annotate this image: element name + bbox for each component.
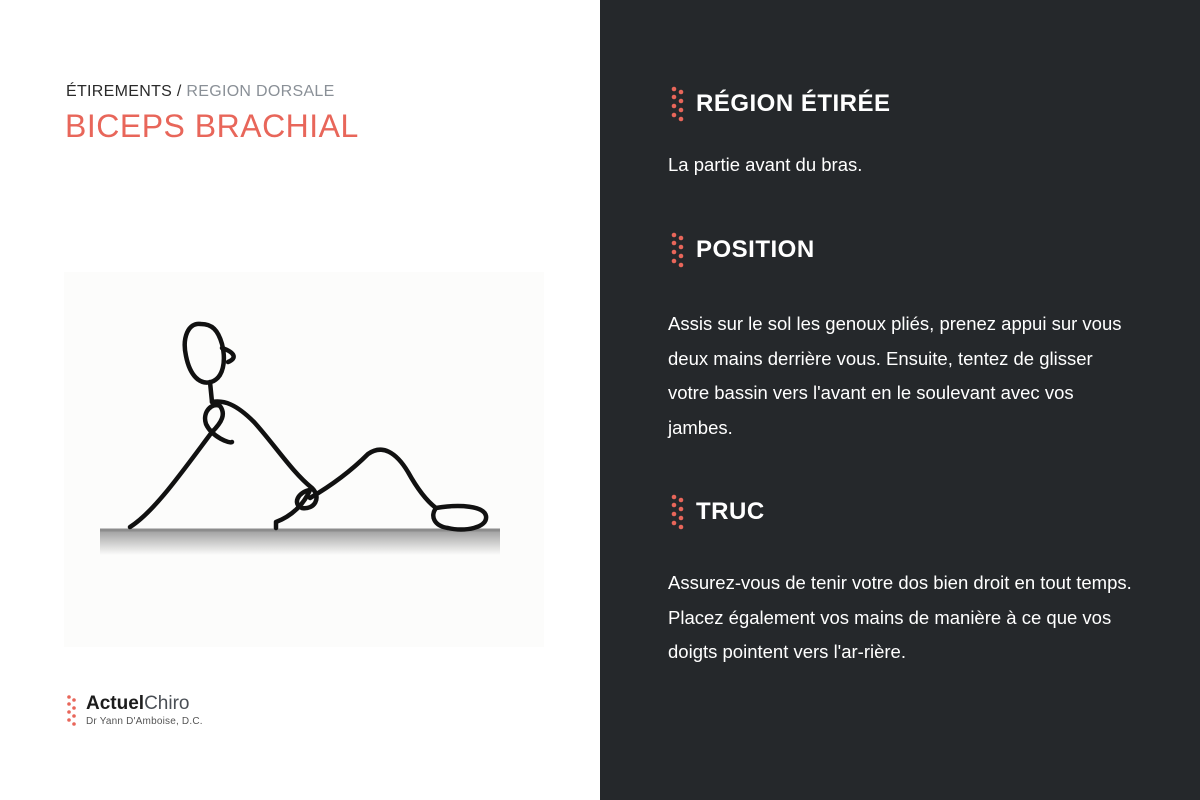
- section-title-region: RÉGION ÉTIRÉE: [696, 90, 891, 117]
- head: [185, 324, 224, 383]
- foot: [433, 506, 486, 529]
- section-title-position: POSITION: [696, 236, 815, 263]
- page-title: BICEPS BRACHIAL: [65, 108, 359, 144]
- section-title-tip: TRUC: [696, 498, 765, 525]
- logo-name-light: Chiro: [144, 693, 190, 714]
- logo-subtitle: Dr Yann D'Amboise, D.C.: [86, 716, 203, 727]
- section-body-region: La partie avant du bras.: [668, 154, 863, 175]
- dots-icon: [668, 85, 688, 123]
- breadcrumb-current: REGION DORSALE: [186, 83, 335, 100]
- neck: [210, 382, 212, 402]
- stretch-illustration: [64, 272, 544, 647]
- logo-name-bold: Actuel: [86, 693, 145, 714]
- breadcrumb-parent[interactable]: ÉTIREMENTS: [66, 83, 173, 100]
- logo-name: [86, 694, 203, 713]
- section-body-position: Assis sur le sol les genoux pliés, prenez appui sur vous deux mains derrière vous. Ensuite, tentez de glisser votre bassin vers l'avant en le soulevant avec vos jambes.: [668, 313, 1122, 438]
- breadcrumb-separator: /: [176, 83, 182, 100]
- section-body-tip: Assurez-vous de tenir votre dos bien droit en tout temps. Placez également vos mains de manière à ce que vos doigts pointent vers l'ar-rière.: [668, 572, 1132, 662]
- left-leg: [130, 405, 232, 527]
- section-heading-position: [668, 231, 815, 269]
- section-heading-region: [668, 85, 891, 123]
- stick-figure-drawing: [64, 272, 544, 647]
- section-heading-tip: [668, 493, 765, 531]
- logo-dots-icon: [66, 694, 78, 728]
- actuelchiro-logo: [66, 694, 203, 728]
- torso-arm: [212, 402, 317, 509]
- dots-icon: [668, 231, 688, 269]
- dots-icon: [668, 493, 688, 531]
- thigh: [310, 450, 436, 508]
- floor-shadow: [100, 529, 500, 555]
- breadcrumb: [66, 83, 335, 101]
